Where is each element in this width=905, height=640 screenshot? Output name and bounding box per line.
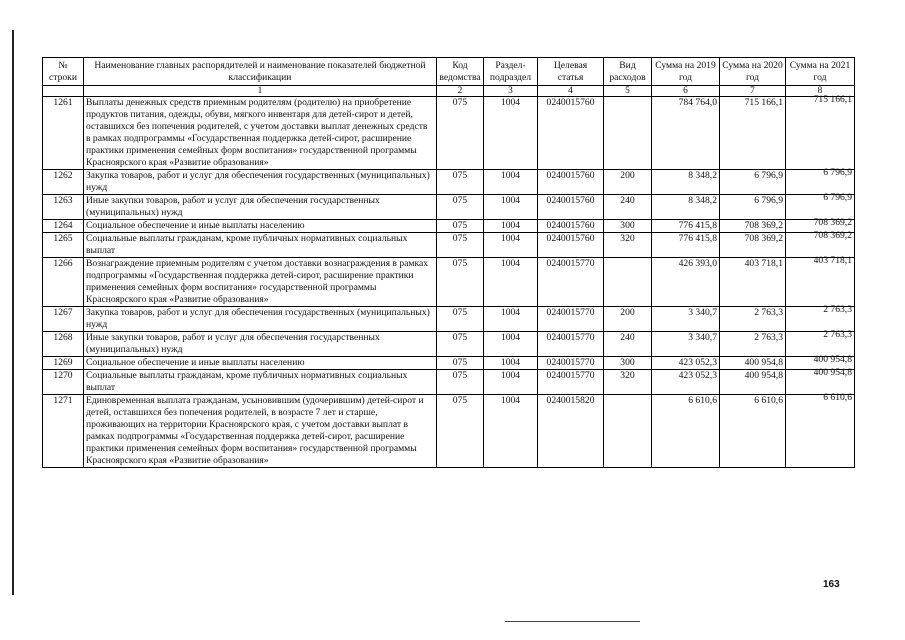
row-sum-2021: 400 954,8 — [786, 367, 855, 392]
row-dept-code: 075 — [437, 195, 484, 220]
table-row — [43, 97, 855, 170]
table-row — [43, 332, 855, 357]
table-row — [43, 170, 855, 195]
row-target: 0240015760 — [538, 220, 604, 233]
row-dept-code: 075 — [437, 332, 484, 357]
row-section: 1004 — [484, 357, 538, 370]
table-row — [43, 370, 855, 395]
column-number: 6 — [652, 86, 720, 97]
row-target: 0240015760 — [538, 170, 604, 195]
row-sum-2021: 400 954,8 — [786, 354, 855, 367]
row-name: Социальное обеспечение и иные выплаты населению — [84, 220, 437, 233]
row-sum-2021: 708 369,2 — [786, 230, 855, 255]
row-section: 1004 — [484, 332, 538, 357]
header-sum-2019: Сумма на 2019 год — [652, 58, 720, 86]
row-target: 0240015760 — [538, 97, 604, 170]
column-number: 8 — [786, 86, 855, 97]
row-dept-code: 075 — [437, 233, 484, 258]
header-sum-2020: Сумма на 2020 год — [720, 58, 786, 86]
row-section: 1004 — [484, 258, 538, 307]
row-expense-type — [604, 395, 652, 468]
column-numbers-row — [43, 86, 855, 97]
header-target: Целевая статья — [538, 58, 604, 86]
table-row — [43, 307, 855, 332]
row-number: 1267 — [43, 307, 84, 332]
row-dept-code: 075 — [437, 357, 484, 370]
table-row — [43, 220, 855, 233]
row-sum-2020: 400 954,8 — [720, 357, 786, 370]
header-section: Раздел-подраздел — [484, 58, 538, 86]
column-number: 7 — [720, 86, 786, 97]
row-name: Закупка товаров, работ и услуг для обеспечения государственных (муниципальных) нужд — [84, 170, 437, 195]
row-sum-2019: 426 393,0 — [652, 258, 720, 307]
row-sum-2020: 6 796,9 — [720, 195, 786, 220]
table-header — [43, 58, 855, 97]
row-expense-type — [604, 97, 652, 170]
row-name: Иные закупки товаров, работ и услуг для обеспечения государственных (муниципальных) нужд — [84, 195, 437, 220]
row-expense-type — [604, 258, 652, 307]
row-sum-2020: 715 166,1 — [720, 97, 786, 170]
row-sum-2021: 403 718,1 — [786, 255, 855, 304]
column-number: 2 — [437, 86, 484, 97]
row-number: 1271 — [43, 395, 84, 468]
row-section: 1004 — [484, 220, 538, 233]
row-sum-2019: 423 052,3 — [652, 370, 720, 395]
row-sum-2019: 3 340,7 — [652, 307, 720, 332]
row-sum-2021: 2 763,3 — [786, 329, 855, 354]
row-number: 1265 — [43, 233, 84, 258]
row-sum-2021: 6 796,9 — [786, 167, 855, 192]
header-expense-type: Вид расходов — [604, 58, 652, 86]
header-dept-code: Код ведомства — [437, 58, 484, 86]
row-target: 0240015770 — [538, 258, 604, 307]
row-sum-2019: 776 415,8 — [652, 233, 720, 258]
row-sum-2021: 6 796,9 — [786, 192, 855, 217]
row-section: 1004 — [484, 307, 538, 332]
table-row — [43, 357, 855, 370]
row-name: Социальные выплаты гражданам, кроме публичных нормативных социальных выплат — [84, 233, 437, 258]
row-expense-type: 200 — [604, 307, 652, 332]
row-number: 1263 — [43, 195, 84, 220]
row-sum-2019: 8 348,2 — [652, 170, 720, 195]
column-number — [43, 86, 84, 97]
row-number: 1262 — [43, 170, 84, 195]
row-dept-code: 075 — [437, 220, 484, 233]
row-section: 1004 — [484, 233, 538, 258]
row-name: Вознаграждение приемным родителям с учетом доставки вознаграждения в рамках подпрограммы «Государственная поддержка детей-сирот, расширение практики применения семейных форм воспитания» государственной программы Красноярского края «Развитие образования» — [84, 258, 437, 307]
scan-margin-line — [12, 30, 14, 595]
column-number: 3 — [484, 86, 538, 97]
row-section: 1004 — [484, 170, 538, 195]
row-number: 1268 — [43, 332, 84, 357]
header-name: Наименование главных распорядителей и наименование показателей бюджетной классификации — [84, 58, 437, 86]
column-number: 4 — [538, 86, 604, 97]
row-sum-2019: 3 340,7 — [652, 332, 720, 357]
row-sum-2021: 6 610,6 — [786, 392, 855, 465]
row-sum-2020: 403 718,1 — [720, 258, 786, 307]
row-sum-2019: 423 052,3 — [652, 357, 720, 370]
row-section: 1004 — [484, 97, 538, 170]
row-name: Единовременная выплата гражданам, усыновившим (удочерившим) детей-сирот и детей, оставшихся без попечения родителей, в возрасте 7 лет и старше, проживающих на территории Красноярского края, с учетом доставки выплат в рамках подпрограммы «Государственная поддержка детей-сирот, расширение практики применения семейных форм воспитания» государственной программы Красноярского края «Развитие образования» — [84, 395, 437, 468]
budget-table — [42, 57, 855, 468]
table-row — [43, 395, 855, 468]
row-sum-2020: 708 369,2 — [720, 220, 786, 233]
row-dept-code: 075 — [437, 170, 484, 195]
row-sum-2020: 2 763,3 — [720, 332, 786, 357]
row-sum-2020: 708 369,2 — [720, 233, 786, 258]
table-row — [43, 233, 855, 258]
row-sum-2019: 784 764,0 — [652, 97, 720, 170]
row-sum-2020: 6 796,9 — [720, 170, 786, 195]
row-expense-type: 300 — [604, 220, 652, 233]
row-expense-type: 320 — [604, 233, 652, 258]
header-sum-2021: Сумма на 2021 год — [786, 58, 855, 86]
row-target: 0240015770 — [538, 307, 604, 332]
row-expense-type: 200 — [604, 170, 652, 195]
row-sum-2020: 400 954,8 — [720, 370, 786, 395]
row-expense-type: 300 — [604, 357, 652, 370]
row-dept-code: 075 — [437, 258, 484, 307]
row-name: Социальное обеспечение и иные выплаты населению — [84, 357, 437, 370]
row-dept-code: 075 — [437, 307, 484, 332]
footer-line — [505, 621, 640, 622]
row-expense-type: 320 — [604, 370, 652, 395]
row-sum-2021: 2 763,3 — [786, 304, 855, 329]
row-target: 0240015770 — [538, 357, 604, 370]
row-sum-2019: 6 610,6 — [652, 395, 720, 468]
row-name: Выплаты денежных средств приемным родителям (родителю) на приобретение продуктов питания, одежды, обуви, мягкого инвентаря для детей-сирот и детей, оставшихся без попечения родителей, с учетом доставки выплат денежных средств в рамках подпрограммы «Государственная поддержка детей-сирот, расширение практики применения семейных форм воспитания» государственной программы Красноярского края «Развитие образования» — [84, 97, 437, 170]
header-row-no: № строки — [43, 58, 84, 86]
table-row — [43, 258, 855, 307]
row-number: 1270 — [43, 370, 84, 395]
row-number: 1269 — [43, 357, 84, 370]
row-sum-2021: 708 369,2 — [786, 217, 855, 230]
row-target: 0240015770 — [538, 370, 604, 395]
row-target: 0240015760 — [538, 195, 604, 220]
row-dept-code: 075 — [437, 370, 484, 395]
row-expense-type: 240 — [604, 195, 652, 220]
row-number: 1266 — [43, 258, 84, 307]
row-section: 1004 — [484, 395, 538, 468]
row-target: 0240015770 — [538, 332, 604, 357]
row-number: 1264 — [43, 220, 84, 233]
row-name: Социальные выплаты гражданам, кроме публичных нормативных социальных выплат — [84, 370, 437, 395]
row-dept-code: 075 — [437, 395, 484, 468]
row-dept-code: 075 — [437, 97, 484, 170]
page-number: 163 — [823, 579, 840, 590]
column-number: 1 — [84, 86, 437, 97]
row-name: Иные закупки товаров, работ и услуг для обеспечения государственных (муниципальных) нужд — [84, 332, 437, 357]
row-sum-2019: 776 415,8 — [652, 220, 720, 233]
row-expense-type: 240 — [604, 332, 652, 357]
column-number: 5 — [604, 86, 652, 97]
row-target: 0240015820 — [538, 395, 604, 468]
row-sum-2021: 715 166,1 — [786, 94, 855, 167]
table-row — [43, 195, 855, 220]
row-sum-2020: 2 763,3 — [720, 307, 786, 332]
table-body — [43, 94, 855, 468]
row-target: 0240015760 — [538, 233, 604, 258]
row-number: 1261 — [43, 97, 84, 170]
row-sum-2019: 8 348,2 — [652, 195, 720, 220]
row-name: Закупка товаров, работ и услуг для обеспечения государственных (муниципальных) нужд — [84, 307, 437, 332]
row-section: 1004 — [484, 370, 538, 395]
row-section: 1004 — [484, 195, 538, 220]
row-sum-2020: 6 610,6 — [720, 395, 786, 468]
